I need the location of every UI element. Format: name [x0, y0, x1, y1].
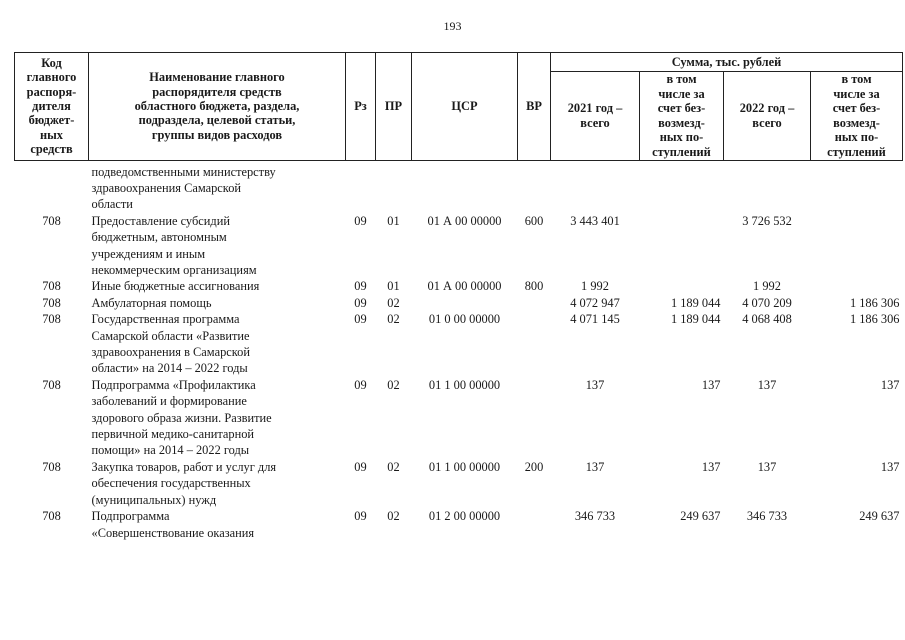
row-total-2021 [551, 160, 640, 213]
table-row [15, 278, 903, 294]
row-pr [376, 160, 412, 213]
text-line: бюджет- [28, 113, 75, 128]
row-name [89, 508, 346, 541]
text-line: подведомственными министерству [91, 164, 276, 179]
row-rz: 09 [354, 213, 367, 228]
row-code: 708 [42, 213, 61, 228]
row-vr [518, 508, 551, 541]
row-incl-2021 [640, 160, 724, 213]
text-line: (муниципальных) нужд [91, 492, 217, 507]
text-line: бюджетным, автономным [91, 230, 227, 245]
text-line: возмезд- [658, 115, 705, 130]
text-line: ных [39, 127, 63, 142]
row-incl-2021: 137 [701, 459, 721, 474]
text-line: ных по- [659, 130, 704, 145]
text-line: Закупка товаров, работ и услуг для [91, 459, 277, 474]
row-code: 708 [42, 312, 61, 327]
row-pr: 01 [387, 279, 400, 294]
text-line: первичной медико-санитарной [91, 427, 255, 442]
header-total-2022 [724, 72, 811, 161]
text-line: в том [666, 72, 697, 86]
text-line: некоммерческим организациям [91, 263, 257, 277]
text-line: дителя [32, 99, 71, 114]
row-incl-2022 [811, 278, 903, 294]
row-total-2021: 346 733 [574, 509, 616, 524]
text-line: Иные бюджетные ассигнования [91, 279, 260, 294]
row-incl-2022 [811, 213, 903, 279]
row-code: 708 [42, 509, 61, 524]
row-incl-2021 [640, 213, 724, 279]
row-csr [412, 295, 518, 311]
row-total-2021: 4 072 947 [570, 295, 620, 310]
text-line: Самарской области «Развитие [91, 328, 250, 343]
text-line: Код [41, 55, 62, 70]
text-line: ных по- [834, 130, 879, 145]
text-line: области» на 2014 – 2022 годы [91, 361, 248, 376]
row-total-2021: 4 071 145 [570, 312, 620, 327]
row-csr: 01 0 00 00000 [428, 312, 501, 327]
row-rz [346, 160, 376, 213]
row-total-2022: 137 [757, 377, 777, 392]
text-line: Предоставление субсидий [91, 213, 230, 228]
row-total-2022: 4 070 209 [742, 295, 792, 310]
row-vr [518, 160, 551, 213]
row-code [15, 160, 89, 213]
row-total-2021: 137 [585, 459, 605, 474]
table-row [15, 311, 903, 377]
row-incl-2021: 1 189 044 [670, 295, 721, 310]
header-pr: ПР [376, 53, 412, 161]
row-csr: 01 А 00 00000 [427, 279, 502, 294]
row-rz: 09 [354, 295, 367, 310]
row-incl-2022: 137 [880, 377, 900, 392]
page-number: 193 [443, 19, 462, 33]
text-line: 2021 год – [567, 101, 623, 116]
table-row [15, 160, 903, 213]
text-line: счет без- [832, 101, 881, 116]
row-name [89, 213, 346, 279]
row-pr: 01 [387, 213, 400, 228]
row-name [89, 377, 346, 459]
row-csr: 01 2 00 00000 [428, 509, 501, 524]
text-line: здорового образа жизни. Развитие [91, 410, 272, 425]
text-line: числе за [658, 86, 705, 101]
text-line: заболеваний и формирование [91, 394, 247, 409]
text-line: числе за [833, 86, 880, 101]
row-name [89, 311, 346, 377]
text-line: ступлений [827, 144, 886, 159]
text-line: 2022 год – [739, 101, 795, 116]
row-code: 708 [42, 459, 61, 474]
row-rz: 09 [354, 459, 367, 474]
row-incl-2021 [640, 278, 724, 294]
row-rz: 09 [354, 279, 367, 294]
text-line: Наименование главного [149, 70, 285, 85]
text-line: всего [580, 115, 610, 130]
header-vr: ВР [518, 53, 551, 161]
header-code [15, 53, 89, 161]
text-line: здравоохранения в Самарской [91, 345, 250, 360]
row-csr [412, 160, 518, 213]
header-sum-group: Сумма, тыс. рублей [551, 53, 903, 72]
row-total-2022: 3 726 532 [742, 213, 792, 228]
row-vr [518, 311, 551, 377]
text-line: Государственная программа [91, 312, 240, 327]
row-incl-2022: 137 [880, 459, 900, 474]
header-incl-2021 [640, 72, 724, 161]
row-pr: 02 [387, 377, 400, 392]
header-csr: ЦСР [412, 53, 518, 161]
row-total-2022 [724, 160, 811, 213]
text-line: областного бюджета, раздела, [134, 99, 300, 114]
row-pr: 02 [387, 312, 400, 327]
row-vr: 600 [524, 213, 544, 228]
row-code: 708 [42, 295, 61, 310]
table-body [15, 160, 903, 541]
text-line: группы видов расходов [151, 127, 283, 142]
row-incl-2022: 1 186 306 [849, 312, 900, 327]
text-line: возмезд- [833, 115, 880, 130]
row-total-2021: 137 [585, 377, 605, 392]
row-rz: 09 [354, 377, 367, 392]
row-total-2021: 1 992 [581, 279, 609, 294]
row-incl-2021: 137 [701, 377, 721, 392]
row-name [89, 459, 346, 508]
text-line: в том [841, 72, 872, 86]
row-csr: 01 1 00 00000 [428, 459, 501, 474]
row-code: 708 [42, 279, 61, 294]
row-vr [518, 295, 551, 311]
text-line: помощи» на 2014 – 2022 годы [91, 443, 250, 458]
table-row [15, 459, 903, 508]
row-incl-2021: 1 189 044 [670, 312, 721, 327]
row-code: 708 [42, 377, 61, 392]
row-pr: 02 [387, 295, 400, 310]
budget-table [14, 52, 903, 541]
text-line: Амбулаторная помощь [91, 295, 212, 310]
row-incl-2022: 249 637 [859, 509, 900, 524]
header-total-2021 [551, 72, 640, 161]
row-name [89, 295, 346, 311]
row-incl-2022: 1 186 306 [849, 295, 900, 310]
row-vr: 200 [524, 459, 544, 474]
row-total-2021: 3 443 401 [570, 213, 620, 228]
row-csr: 01 А 00 00000 [427, 213, 502, 228]
row-pr: 02 [387, 509, 400, 524]
text-line: ступлений [652, 144, 711, 159]
header-rz: Рз [346, 53, 376, 161]
text-line: Подпрограмма «Профилактика [91, 377, 256, 392]
text-line: средств [30, 142, 73, 157]
text-line: здравоохранения Самарской [91, 180, 242, 195]
row-vr: 800 [524, 279, 544, 294]
table-row [15, 213, 903, 279]
row-incl-2021: 249 637 [680, 509, 721, 524]
row-total-2022: 346 733 [746, 509, 788, 524]
row-name [89, 160, 346, 213]
row-total-2022: 137 [757, 459, 777, 474]
header-incl-2022 [811, 72, 903, 161]
text-line: «Совершенствование оказания [91, 525, 255, 540]
header-name [89, 53, 346, 161]
row-name [89, 278, 346, 294]
row-total-2022: 1 992 [753, 279, 781, 294]
text-line: учреждениям и иным [91, 246, 206, 261]
row-rz: 09 [354, 312, 367, 327]
text-line: распорядителя средств [152, 84, 282, 99]
table-header [15, 53, 903, 161]
row-vr [518, 377, 551, 459]
text-line: подраздела, целевой статьи, [138, 113, 296, 128]
text-line: всего [752, 115, 782, 130]
row-csr: 01 1 00 00000 [428, 377, 501, 392]
table-row [15, 295, 903, 311]
row-rz: 09 [354, 509, 367, 524]
text-line: распоря- [26, 84, 77, 99]
text-line: обеспечения государственных [91, 476, 251, 491]
text-line: Подпрограмма [91, 509, 170, 524]
row-total-2022: 4 068 408 [742, 312, 792, 327]
table-row [15, 508, 903, 541]
text-line: области [91, 197, 133, 212]
text-line: главного [26, 70, 77, 85]
table-row [15, 377, 903, 459]
row-pr: 02 [387, 459, 400, 474]
text-line: счет без- [657, 101, 706, 116]
row-incl-2022 [811, 160, 903, 213]
